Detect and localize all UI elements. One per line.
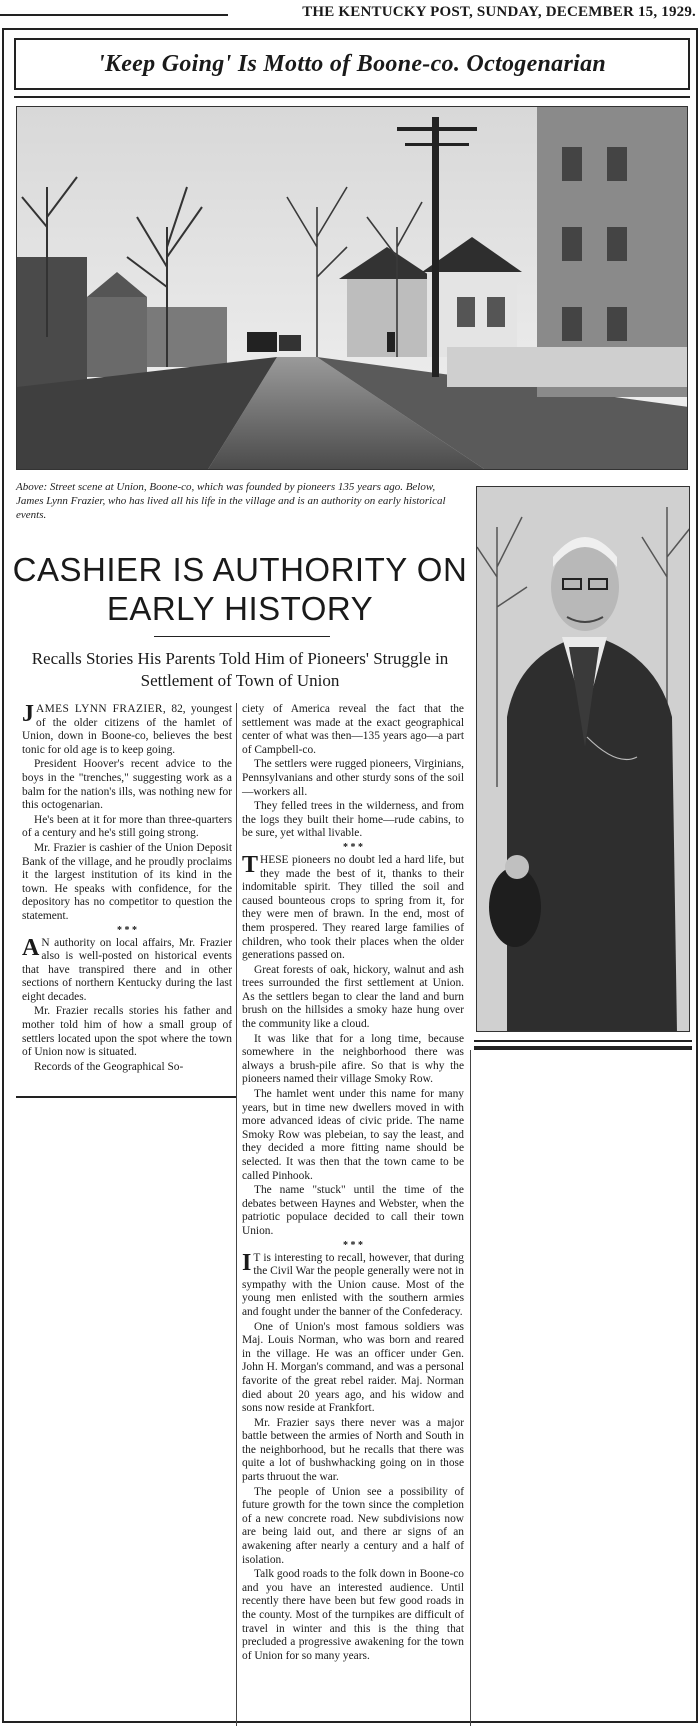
paragraph-text: Mr. Frazier says there never was a major battle between the armies of North and South in the neighborhood, but he recalls that there was quite a lot of bushwhacking going on in those parts thruout the war. (242, 1416, 464, 1484)
article-column-1 (22, 703, 232, 1075)
paragraph-text: Mr. Frazier is cashier of the Union Deposit Bank of the village, and he proudly proclaims it the largest institution of its kind in the town. He speaks with confidence, for the depository has no competitor to question the statement. (22, 841, 232, 922)
paragraph-text: ciety of America reveal the fact that the settlement was made at the exact geographical center of what was then—135 years ago—a part of Campbell-co. (242, 703, 464, 756)
paragraph (22, 934, 232, 1005)
paragraph-text: Mr. Frazier recalls stories his father and mother told him of how a small group of settlers located upon the spot where the town of Union now is situated. (22, 1005, 232, 1059)
headline: CASHIER IS AUTHORITY ON EARLY HISTORY (12, 551, 468, 627)
paragraph-text: President Hoover's recent advice to the boys in the "trenches," suggesting work as a balm for the nation's ills, was nothing new for this octogenarian. (22, 758, 232, 812)
photo-rule-heavy (474, 1046, 692, 1050)
section-separator: * * * (343, 841, 363, 853)
paragraph (242, 1033, 464, 1087)
dateline-text: THE KENTUCKY POST, SUNDAY, DECEMBER 15, 1929. (302, 4, 696, 20)
banner-headline: 'Keep Going' Is Motto of Boone-co. Octogenarian (14, 38, 690, 90)
photo-caption: Above: Street scene at Union, Boone-co, which was founded by pioneers 135 years ago. Below, James Lynn Frazier, who has lived all his life in the village and is an authority on early historical events. (16, 481, 446, 521)
paragraph (22, 758, 232, 812)
paragraph (22, 842, 232, 924)
paragraph-text: The settlers were rugged pioneers, Virginians, Pennsylvanians and other sturdy sons of the soil—workers all. (242, 758, 464, 798)
dateline-rule (0, 14, 228, 16)
article-column-2 (242, 703, 464, 1664)
street-scene-photo (16, 106, 688, 470)
banner-rule (14, 96, 690, 98)
paragraph (242, 964, 464, 1032)
article-frame (2, 28, 698, 1723)
paragraph (242, 1321, 464, 1416)
paragraph-text: N authority on local affairs, Mr. Frazier also is well-posted on historical events that have transpired there and in other sections of northern Kentucky during the last eight decades. (22, 936, 232, 1003)
column-divider (236, 703, 237, 1726)
drop-cap: A (22, 934, 40, 961)
paragraph (242, 1088, 464, 1183)
paragraph-text: The people of Union see a possibility of future growth for the town since the completion of a new concrete road. New subdivisions now are being laid out, and there ar signs of an awakening after nearly a century and a half of isolation. (242, 1485, 464, 1566)
drop-cap: J (22, 701, 34, 727)
dateline (0, 4, 700, 26)
drop-cap: I (242, 1249, 252, 1276)
paragraph-text: T is interesting to recall, however, that during the Civil War the people generally were not in sympathy with the Union cause. Most of the young men enlisted with the southern armies and fought under the banner of the Confederacy. (242, 1251, 464, 1318)
paragraph-text: Records of the Geographical So- (34, 1060, 184, 1073)
paragraph (242, 1249, 464, 1320)
paragraph (242, 1184, 464, 1238)
paragraph-text: The hamlet went under this name for many years, but in time new dwellers moved in with more advanced ideas of civic pride. The name Smoky Row was plebeian, to say the least, and they decided a more fitting name should be selected. It was then that the town came to be called Pinhook. (242, 1088, 464, 1182)
paragraph (242, 758, 464, 799)
paragraph (22, 703, 232, 757)
headline-rule (154, 636, 330, 637)
paragraph-text: Great forests of oak, hickory, walnut and ash trees surrounded the first settlement at Union. As the settlers began to clear the land and burn brush on the hillsides a smoky haze hung over the community like a cloud. (242, 963, 464, 1031)
paragraph-text: He's been at it for more than three-quarters of a century and he's still going strong. (22, 813, 232, 840)
paragraph-text: Talk good roads to the folk down in Boone-co and you have an interested audience. Until recently there have been but few good roads in the county. Most of the turnpikes are difficult of travel in winter and this is the thing that precluded a progressive awakening for the town of Union for so many years. (242, 1568, 464, 1662)
paragraph (242, 1486, 464, 1568)
paragraph-text: They felled trees in the wilderness, and from the logs they built their home—rude cabins, to be sure, yet withal livable. (242, 800, 464, 840)
paragraph (22, 1005, 232, 1059)
paragraph-text: 82, youngest of the older citizens of the hamlet of Union, down in Boone-co, believes the best tonic for old age is to keep going. (22, 703, 232, 756)
subheadline: Recalls Stories His Parents Told Him of Pioneers' Struggle in Settlement of Town of Union (31, 649, 449, 690)
paragraph (22, 814, 232, 841)
paragraph (242, 703, 464, 757)
photo-rule (474, 1040, 692, 1042)
column-divider (470, 1050, 471, 1726)
lead-words: AMES LYNN FRAZIER, (36, 703, 167, 715)
section-separator: * * * (117, 924, 137, 936)
paragraph-text: One of Union's most famous soldiers was Maj. Louis Norman, who was born and reared in the village. He was an officer under Gen. John H. Morgan's command, and was a personal favorite of the great rebel raider. Maj. Norman died about 20 years ago, and his widow and sons now reside at Frankfort. (242, 1320, 464, 1415)
paragraph-text: It was like that for a long time, because somewhere in the neighborhood there was always a brush-pile afire. So that is why the pioneers named their village Smoky Row. (242, 1032, 464, 1086)
section-separator: * * * (343, 1239, 363, 1251)
paragraph (242, 1568, 464, 1663)
paragraph (242, 851, 464, 963)
portrait-photo (476, 486, 690, 1032)
paragraph (242, 800, 464, 841)
paragraph (242, 1417, 464, 1485)
drop-cap: T (242, 851, 259, 878)
paragraph (22, 1061, 232, 1075)
paragraph-text: HESE pioneers no doubt led a hard life, but they made the best of it, thanks to their indomitable spirit. They tilled the soil and caused bounteous crops to spring from it, for they were men of brawn. In the end, most of them prospered. They reared large families of children, who took their places when the older generations passed on. (242, 853, 464, 962)
column-end-rule (16, 1096, 236, 1098)
paragraph-text: The name "stuck" until the time of the debates between Haynes and Webster, when the patriotic populace decided to call their town Union. (242, 1184, 464, 1237)
